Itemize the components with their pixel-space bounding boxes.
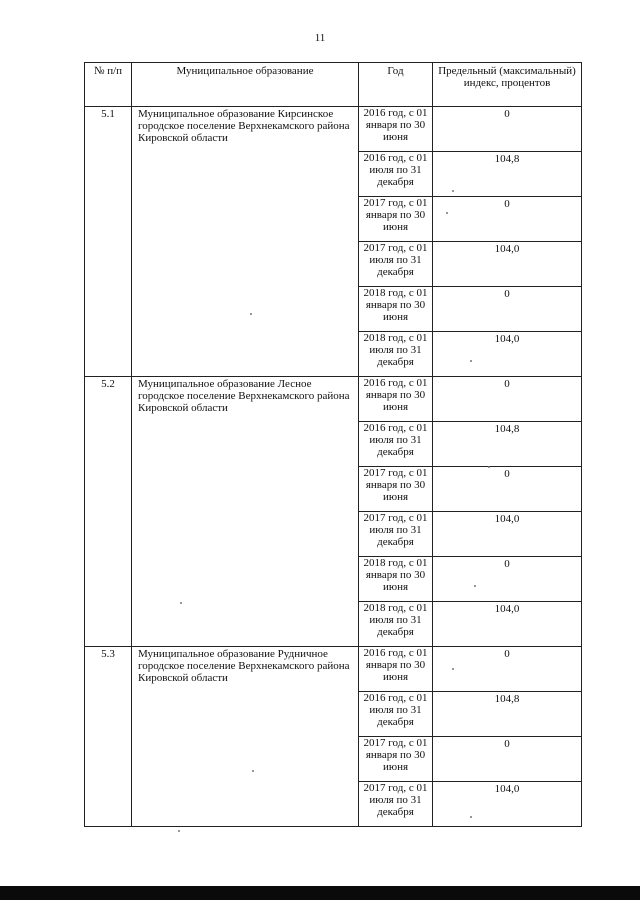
period-cell: 2016 год, с 01 июля по 31 декабря: [359, 422, 433, 467]
scan-speck: [470, 816, 472, 818]
period-cell: 2018 год, с 01 января по 30 июня: [359, 557, 433, 602]
table-row: [85, 647, 582, 692]
row-number: 5.1: [85, 107, 132, 377]
table-row: [85, 377, 582, 422]
index-value: 0: [433, 377, 582, 422]
period-cell: 2018 год, с 01 июля по 31 декабря: [359, 332, 433, 377]
period-cell: 2017 год, с 01 июля по 31 декабря: [359, 242, 433, 287]
index-value: 104,0: [433, 602, 582, 647]
index-value: 104,0: [433, 332, 582, 377]
scan-speck: [452, 190, 454, 192]
period-cell: 2017 год, с 01 января по 30 июня: [359, 737, 433, 782]
index-value: 104,8: [433, 152, 582, 197]
period-cell: 2017 год, с 01 января по 30 июня: [359, 197, 433, 242]
scan-speck: [178, 830, 180, 832]
table-row: [85, 107, 582, 152]
municipality-name: Муниципальное образование Лесное городское поселение Верхнекамского района Кировской области: [132, 377, 359, 647]
scan-border-bar: [0, 886, 640, 900]
index-value: 0: [433, 557, 582, 602]
period-cell: 2016 год, с 01 июля по 31 декабря: [359, 692, 433, 737]
period-cell: 2017 год, с 01 июля по 31 декабря: [359, 782, 433, 827]
index-value: 104,8: [433, 422, 582, 467]
header-year: Год: [359, 63, 433, 107]
index-value: 0: [433, 467, 582, 512]
index-value: 0: [433, 647, 582, 692]
period-cell: 2016 год, с 01 июля по 31 декабря: [359, 152, 433, 197]
scan-speck: [474, 585, 476, 587]
index-value: 104,0: [433, 512, 582, 557]
tariff-index-table: [84, 62, 582, 827]
index-value: 0: [433, 287, 582, 332]
period-cell: 2018 год, с 01 января по 30 июня: [359, 287, 433, 332]
period-cell: 2018 год, с 01 июля по 31 декабря: [359, 602, 433, 647]
municipality-name: Муниципальное образование Кирсинское городское поселение Верхнекамского района Кировской области: [132, 107, 359, 377]
table-body: [85, 107, 582, 827]
index-value: 0: [433, 197, 582, 242]
scan-speck: [488, 466, 490, 468]
scan-speck: [446, 212, 448, 214]
scan-speck: [252, 770, 254, 772]
index-value: 0: [433, 737, 582, 782]
table-header-row: [85, 63, 582, 107]
index-value: 0: [433, 107, 582, 152]
scan-speck: [180, 602, 182, 604]
period-cell: 2017 год, с 01 января по 30 июня: [359, 467, 433, 512]
header-num: № п/п: [85, 63, 132, 107]
period-cell: 2017 год, с 01 июля по 31 декабря: [359, 512, 433, 557]
scan-speck: [470, 360, 472, 362]
row-number: 5.3: [85, 647, 132, 827]
scan-speck: [250, 313, 252, 315]
index-value: 104,0: [433, 782, 582, 827]
index-value: 104,8: [433, 692, 582, 737]
period-cell: 2016 год, с 01 января по 30 июня: [359, 377, 433, 422]
index-value: 104,0: [433, 242, 582, 287]
scan-speck: [452, 668, 454, 670]
municipality-name: Муниципальное образование Рудничное городское поселение Верхнекамского района Кировской области: [132, 647, 359, 827]
row-number: 5.2: [85, 377, 132, 647]
header-index: Предельный (максимальный) индекс, процентов: [433, 63, 582, 107]
header-municipality: Муниципальное образование: [132, 63, 359, 107]
page-number: 11: [314, 32, 326, 44]
period-cell: 2016 год, с 01 января по 30 июня: [359, 647, 433, 692]
period-cell: 2016 год, с 01 января по 30 июня: [359, 107, 433, 152]
